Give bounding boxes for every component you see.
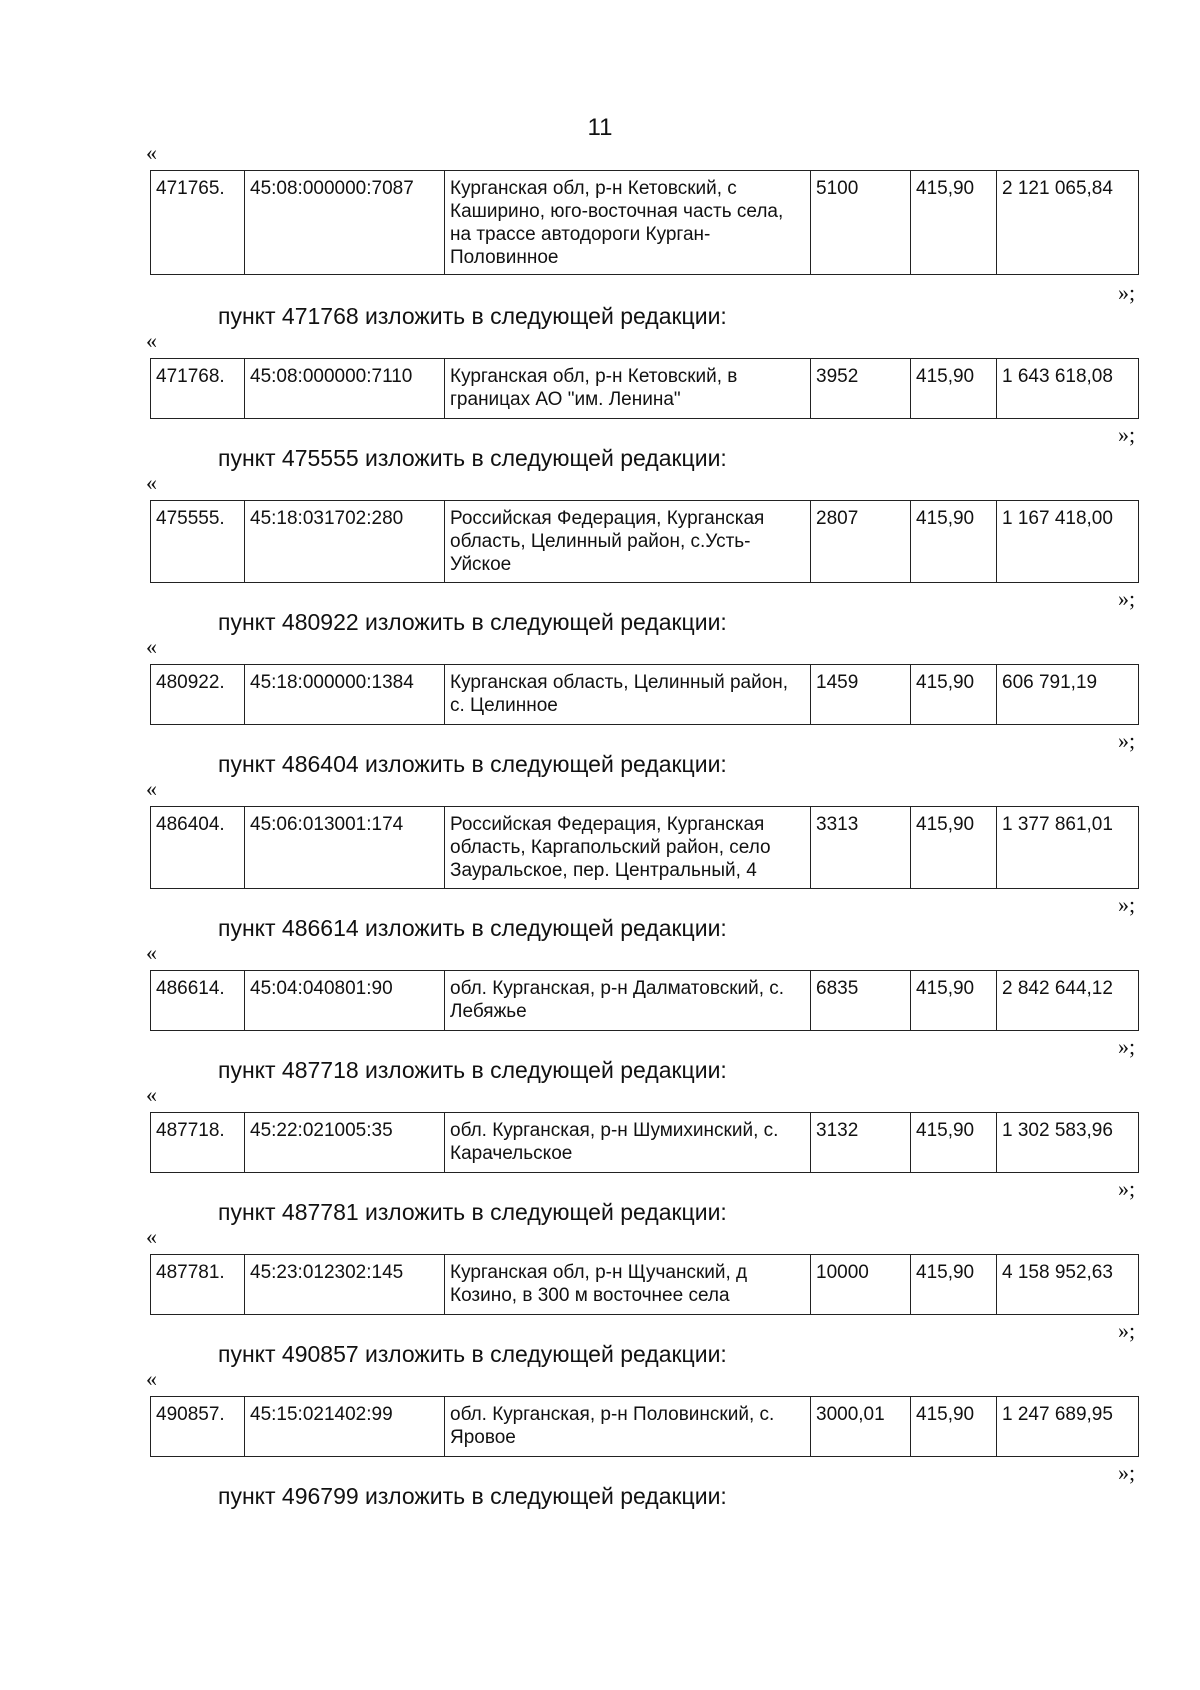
amendment-intro: пункт 487718 изложить в следующей редакции: bbox=[218, 1057, 727, 1083]
cell-value: 1 302 583,96 bbox=[997, 1113, 1139, 1173]
quote-open: « bbox=[146, 140, 157, 165]
quote-close: »; bbox=[1118, 280, 1136, 305]
quote-open: « bbox=[146, 940, 157, 965]
cell-area: 3132 bbox=[811, 1113, 911, 1173]
amendment-intro: пункт 490857 изложить в следующей редакции: bbox=[218, 1341, 727, 1367]
cell-cadastral: 45:08:000000:7110 bbox=[245, 359, 445, 419]
cell-area: 1459 bbox=[811, 665, 911, 725]
cell-number: 486404. bbox=[151, 807, 245, 889]
cell-value: 1 377 861,01 bbox=[997, 807, 1139, 889]
table-row bbox=[151, 1397, 1139, 1457]
cell-rate: 415,90 bbox=[911, 359, 997, 419]
cell-area: 3952 bbox=[811, 359, 911, 419]
cell-address: Курганская обл, р-н Кетовский, с Каширино, юго-восточная часть села, на трассе автодороги Курган-Половинное bbox=[445, 171, 811, 275]
quote-close: »; bbox=[1118, 728, 1136, 753]
cell-rate: 415,90 bbox=[911, 1255, 997, 1315]
quote-close: »; bbox=[1118, 1176, 1136, 1201]
parcel-table bbox=[150, 500, 1139, 583]
cell-value: 1 643 618,08 bbox=[997, 359, 1139, 419]
cell-cadastral: 45:08:000000:7087 bbox=[245, 171, 445, 275]
table-row bbox=[151, 971, 1139, 1031]
cell-value: 2 121 065,84 bbox=[997, 171, 1139, 275]
amendment-intro: пункт 486614 изложить в следующей редакции: bbox=[218, 915, 727, 941]
page-number: 11 bbox=[587, 114, 613, 141]
cell-number: 471765. bbox=[151, 171, 245, 275]
quote-close: »; bbox=[1118, 892, 1136, 917]
parcel-table bbox=[150, 1396, 1139, 1457]
cell-address: обл. Курганская, р-н Шумихинский, с. Карачельское bbox=[445, 1113, 811, 1173]
cell-cadastral: 45:18:000000:1384 bbox=[245, 665, 445, 725]
cell-value: 1 247 689,95 bbox=[997, 1397, 1139, 1457]
quote-close: »; bbox=[1118, 1460, 1136, 1485]
quote-open: « bbox=[146, 1366, 157, 1391]
amendment-intro: пункт 487781 изложить в следующей редакции: bbox=[218, 1199, 727, 1225]
quote-open: « bbox=[146, 1082, 157, 1107]
cell-rate: 415,90 bbox=[911, 1397, 997, 1457]
cell-address: обл. Курганская, р-н Далматовский, с. Лебяжье bbox=[445, 971, 811, 1031]
amendment-intro-final: пункт 496799 изложить в следующей редакции: bbox=[218, 1483, 727, 1509]
cell-address: обл. Курганская, р-н Половинский, с. Яровое bbox=[445, 1397, 811, 1457]
quote-close: »; bbox=[1118, 422, 1136, 447]
cell-value: 1 167 418,00 bbox=[997, 501, 1139, 583]
cell-area: 6835 bbox=[811, 971, 911, 1031]
cell-address: Российская Федерация, Курганская область, Каргапольский район, село Зауральское, пер. Центральный, 4 bbox=[445, 807, 811, 889]
cell-area: 10000 bbox=[811, 1255, 911, 1315]
amendment-intro: пункт 471768 изложить в следующей редакции: bbox=[218, 303, 727, 329]
cell-cadastral: 45:06:013001:174 bbox=[245, 807, 445, 889]
table-row bbox=[151, 171, 1139, 275]
cell-address: Курганская область, Целинный район, с. Целинное bbox=[445, 665, 811, 725]
cell-number: 471768. bbox=[151, 359, 245, 419]
parcel-table bbox=[150, 970, 1139, 1031]
cell-number: 486614. bbox=[151, 971, 245, 1031]
quote-open: « bbox=[146, 470, 157, 495]
cell-area: 5100 bbox=[811, 171, 911, 275]
cell-area: 3000,01 bbox=[811, 1397, 911, 1457]
cell-value: 606 791,19 bbox=[997, 665, 1139, 725]
cell-address: Курганская обл, р-н Кетовский, в границах АО "им. Ленина" bbox=[445, 359, 811, 419]
cell-number: 490857. bbox=[151, 1397, 245, 1457]
cell-value: 2 842 644,12 bbox=[997, 971, 1139, 1031]
cell-value: 4 158 952,63 bbox=[997, 1255, 1139, 1315]
cell-number: 480922. bbox=[151, 665, 245, 725]
cell-rate: 415,90 bbox=[911, 971, 997, 1031]
quote-open: « bbox=[146, 1224, 157, 1249]
parcel-table bbox=[150, 806, 1139, 889]
quote-open: « bbox=[146, 328, 157, 353]
cell-number: 487718. bbox=[151, 1113, 245, 1173]
quote-close: »; bbox=[1118, 1034, 1136, 1059]
cell-cadastral: 45:04:040801:90 bbox=[245, 971, 445, 1031]
cell-address: Курганская обл, р-н Щучанский, д Козино, в 300 м восточнее села bbox=[445, 1255, 811, 1315]
parcel-table bbox=[150, 358, 1139, 419]
cell-cadastral: 45:15:021402:99 bbox=[245, 1397, 445, 1457]
amendment-intro: пункт 475555 изложить в следующей редакции: bbox=[218, 445, 727, 471]
cell-number: 475555. bbox=[151, 501, 245, 583]
cell-cadastral: 45:22:021005:35 bbox=[245, 1113, 445, 1173]
cell-number: 487781. bbox=[151, 1255, 245, 1315]
cell-area: 2807 bbox=[811, 501, 911, 583]
amendment-intro: пункт 486404 изложить в следующей редакции: bbox=[218, 751, 727, 777]
table-row bbox=[151, 1255, 1139, 1315]
parcel-table bbox=[150, 664, 1139, 725]
quote-open: « bbox=[146, 634, 157, 659]
table-row bbox=[151, 807, 1139, 889]
table-row bbox=[151, 501, 1139, 583]
cell-area: 3313 bbox=[811, 807, 911, 889]
cell-cadastral: 45:23:012302:145 bbox=[245, 1255, 445, 1315]
quote-close: »; bbox=[1118, 586, 1136, 611]
amendment-intro: пункт 480922 изложить в следующей редакции: bbox=[218, 609, 727, 635]
table-row bbox=[151, 359, 1139, 419]
table-row bbox=[151, 1113, 1139, 1173]
parcel-table bbox=[150, 1112, 1139, 1173]
cell-rate: 415,90 bbox=[911, 501, 997, 583]
cell-cadastral: 45:18:031702:280 bbox=[245, 501, 445, 583]
parcel-table bbox=[150, 170, 1139, 275]
quote-close: »; bbox=[1118, 1318, 1136, 1343]
table-row bbox=[151, 665, 1139, 725]
quote-open: « bbox=[146, 776, 157, 801]
cell-rate: 415,90 bbox=[911, 171, 997, 275]
cell-rate: 415,90 bbox=[911, 807, 997, 889]
parcel-table bbox=[150, 1254, 1139, 1315]
cell-rate: 415,90 bbox=[911, 1113, 997, 1173]
cell-address: Российская Федерация, Курганская область, Целинный район, с.Усть-Уйское bbox=[445, 501, 811, 583]
cell-rate: 415,90 bbox=[911, 665, 997, 725]
